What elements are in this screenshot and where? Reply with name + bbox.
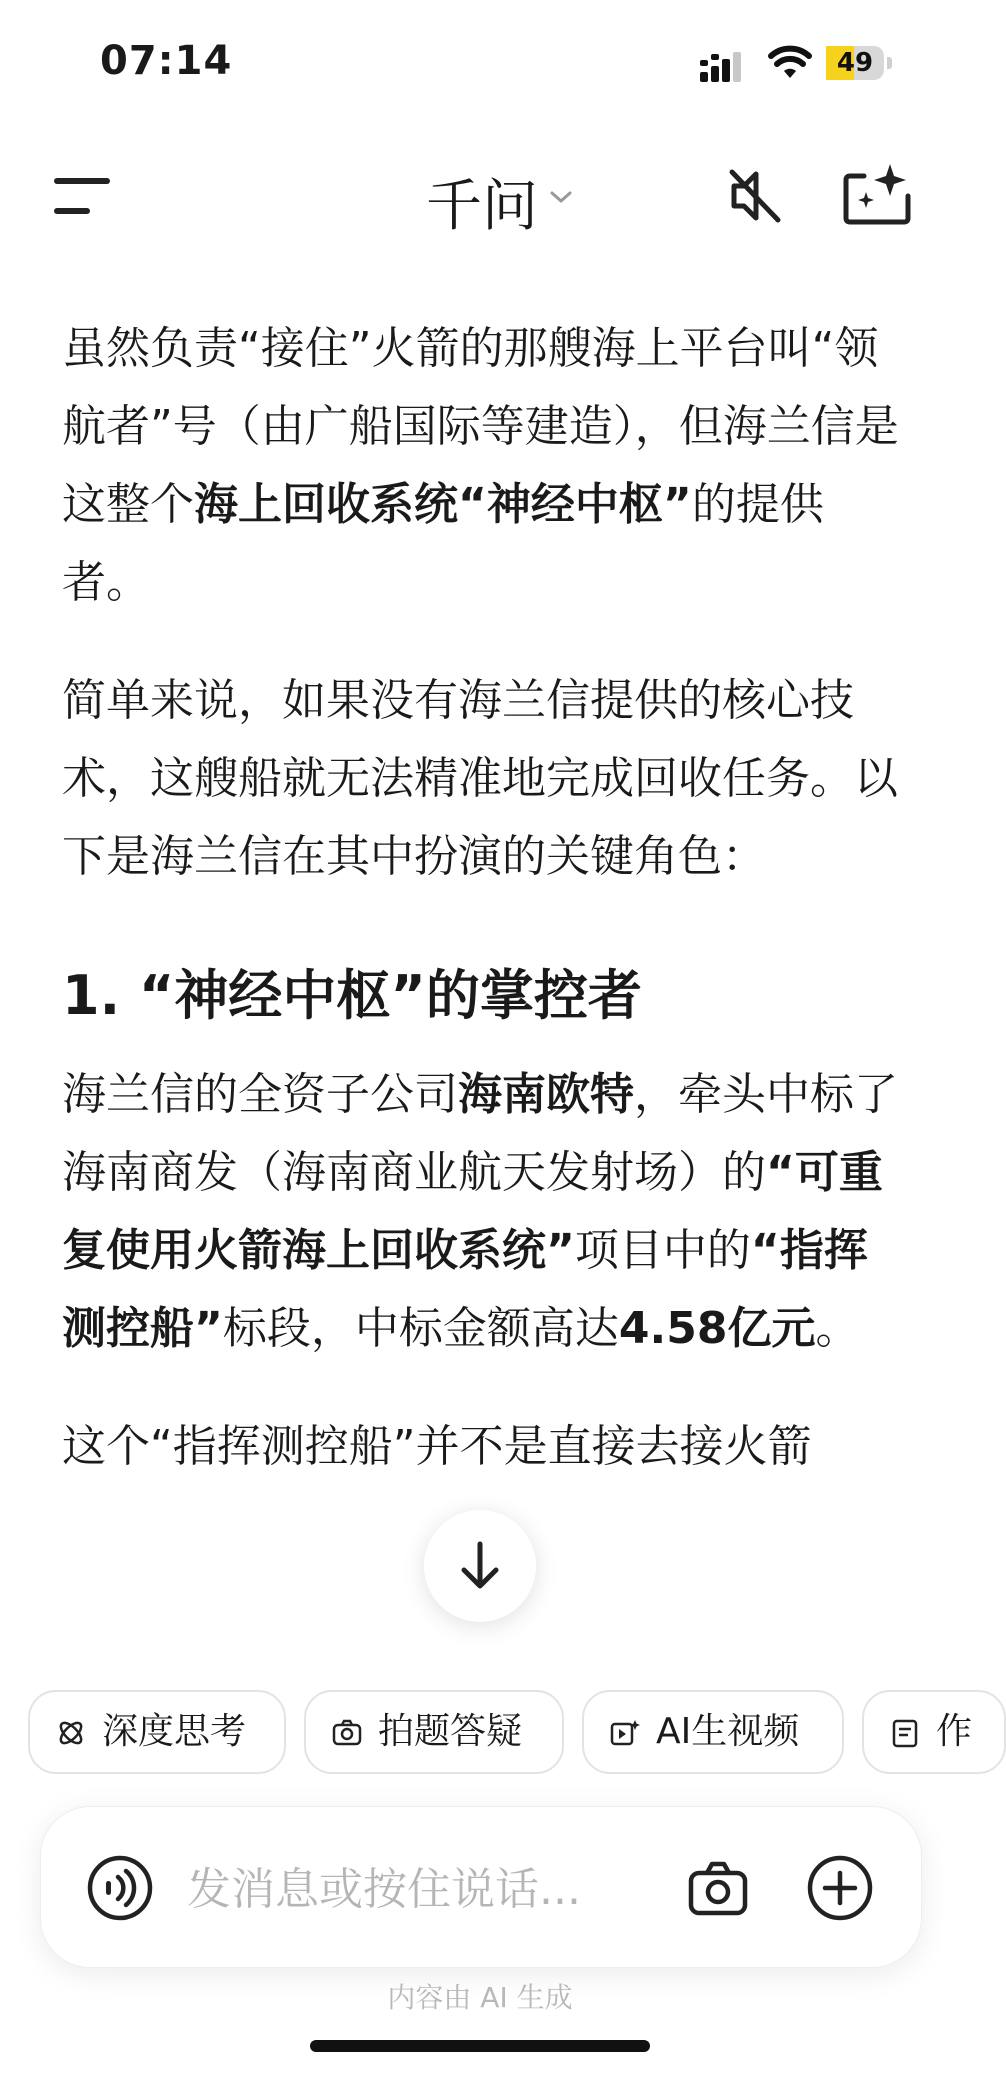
bold-span: 4.58亿元 [618, 1303, 816, 1354]
scroll-to-bottom-button[interactable] [424, 1510, 536, 1622]
bold-span: “可重复使用火箭海上回收系统” [62, 1147, 883, 1276]
status-time: 07:14 [100, 38, 233, 84]
paragraph-detail [62, 1056, 902, 1368]
chevron-down-icon[interactable] [550, 190, 572, 204]
ai-disclaimer: 内容由 AI 生成 [387, 1981, 573, 2014]
message-input-bar [40, 1806, 922, 1968]
chip-label: 作 [936, 1711, 973, 1752]
app-title[interactable]: 千问 [426, 174, 538, 239]
text-span: 虽然负责“接住”火箭的那艘海上平台叫“领航者”号（由广船国际等建造），但海兰信是这整个 [62, 323, 899, 530]
chip-more[interactable] [862, 1690, 1006, 1774]
video-sparkle-icon [610, 1718, 640, 1748]
app-header [0, 140, 960, 250]
paragraph-summary: 简单来说，如果没有海兰信提供的核心技术，这艘船就无法精准地完成回收任务。以下是海兰信在其中扮演的关键角色： [62, 675, 898, 882]
menu-icon[interactable] [52, 174, 114, 218]
text-span: ，牵头中标了海南商发（海南商业航天发射场）的 [62, 1069, 898, 1198]
chip-photo-question[interactable] [304, 1690, 564, 1774]
battery-indicator [826, 46, 892, 82]
chip-deep-thinking[interactable] [28, 1690, 286, 1774]
camera-icon[interactable] [687, 1857, 749, 1919]
camera-icon [332, 1718, 362, 1748]
message-input[interactable]: 发消息或按住说话... [187, 1864, 581, 1915]
text-span: 海兰信的全资子公司 [62, 1069, 458, 1120]
bold-span: “指挥测控船” [62, 1225, 868, 1354]
chip-label: 深度思考 [102, 1711, 247, 1752]
paragraph-intro [62, 310, 902, 622]
add-attachment-icon[interactable] [807, 1855, 873, 1921]
document-icon [890, 1718, 920, 1748]
quick-actions [28, 1690, 988, 1776]
new-chat-sparkle-icon[interactable] [842, 160, 912, 226]
bold-span: 海上回收系统“神经中枢” [194, 479, 692, 530]
arrow-down-icon [458, 1540, 502, 1592]
chip-label: 拍题答疑 [378, 1711, 523, 1752]
home-indicator[interactable] [310, 2040, 650, 2052]
cellular-signal-icon [700, 50, 752, 82]
paragraph-truncated: 这个“指挥测控船”并不是直接去接火箭 [62, 1421, 812, 1472]
voice-input-icon[interactable] [87, 1855, 153, 1921]
chip-ai-video[interactable] [582, 1690, 844, 1774]
speaker-muted-icon[interactable] [724, 166, 784, 226]
atom-icon [56, 1718, 86, 1748]
section-heading: 1. “神经中枢”的掌控者 [62, 964, 642, 1027]
text-span: 项目中的 [574, 1225, 751, 1276]
text-span: 。 [815, 1303, 860, 1354]
wifi-icon [768, 44, 812, 80]
status-bar [0, 0, 960, 120]
text-span: 的提供者。 [62, 479, 824, 608]
text-span: 标段，中标金额高达 [222, 1303, 619, 1354]
battery-level-text: 49 [836, 48, 874, 78]
chip-label: AI生视频 [656, 1711, 800, 1752]
chat-response [62, 310, 902, 1655]
bold-span: 海南欧特 [458, 1069, 634, 1120]
